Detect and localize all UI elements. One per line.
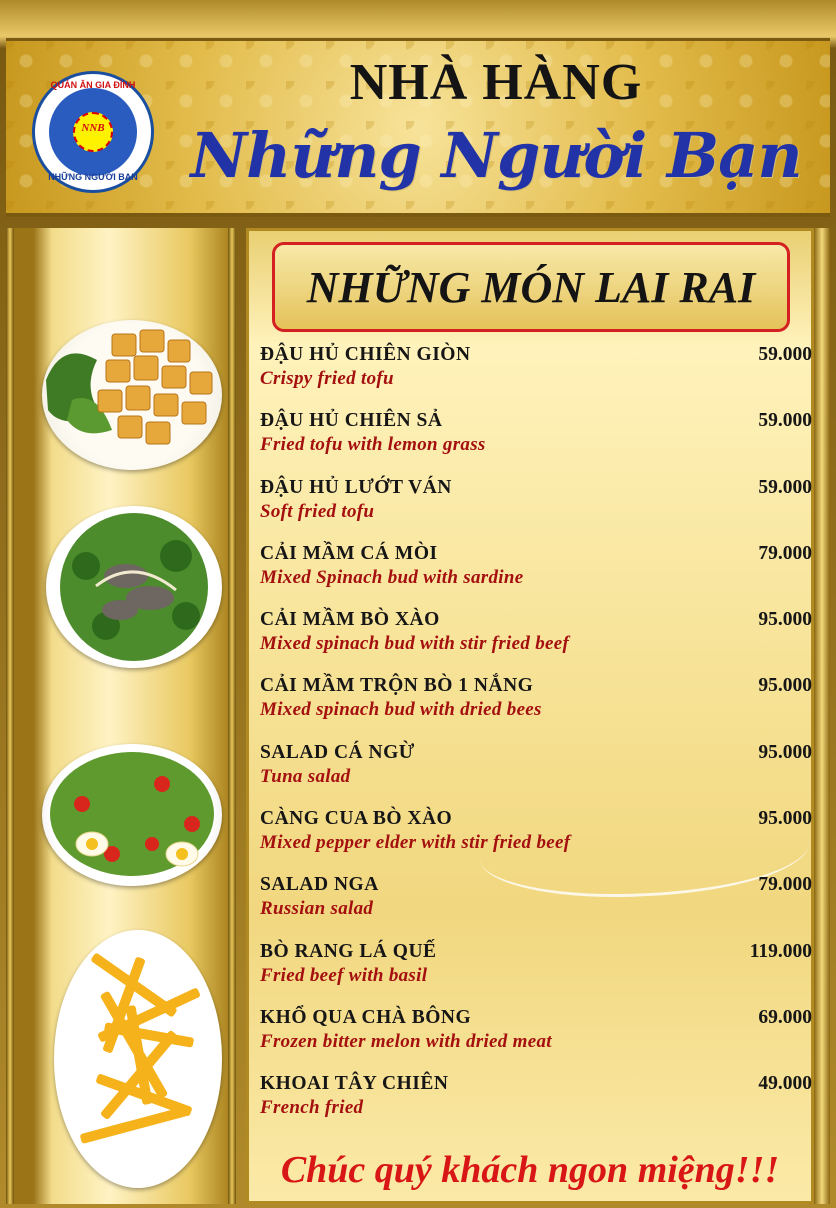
tofu-drawing	[42, 320, 222, 470]
item-price: 59.000	[758, 476, 812, 498]
item-price: 95.000	[758, 741, 812, 763]
item-price: 79.000	[758, 542, 812, 564]
logo-top-text: QUÁN ĂN GIA ĐÌNH	[50, 80, 136, 90]
restaurant-name: Những Người Bạn	[190, 119, 802, 192]
item-name-vn: CẢI MẦM CÁ MÒI	[260, 542, 438, 564]
item-name-en: Fried tofu with lemon grass	[260, 434, 486, 456]
restaurant-logo	[32, 71, 154, 193]
item-name-vn: CẢI MẦM TRỘN BÒ 1 NẮNG	[260, 675, 534, 697]
item-price: 95.000	[758, 808, 812, 830]
item-name-en: Mixed spinach bud with stir fried beef	[260, 633, 570, 655]
item-name-vn: KHOAI TÂY CHIÊN	[260, 1073, 449, 1095]
tofu-plate-image	[42, 320, 222, 470]
logo-center-text: NNB	[81, 122, 105, 134]
item-name-en: Frozen bitter melon with dried meat	[260, 1030, 552, 1052]
item-price: 95.000	[758, 675, 812, 697]
french-fries-image	[54, 930, 222, 1188]
menu-item	[260, 874, 812, 940]
item-price: 119.000	[749, 940, 812, 962]
item-name-vn: KHỔ QUA CHÀ BÔNG	[260, 1006, 472, 1028]
item-price: 79.000	[758, 874, 812, 896]
salad-drawing	[42, 744, 222, 886]
menu-item	[260, 410, 812, 476]
menu-item	[260, 543, 812, 609]
item-price: 95.000	[758, 609, 812, 631]
item-name-vn: SALAD NGA	[260, 874, 379, 896]
logo-bottom-text: NHỮNG NGƯỜI BẠN	[48, 172, 138, 182]
item-price: 59.000	[758, 410, 812, 432]
header-banner	[6, 38, 830, 217]
item-name-en: French fried	[260, 1097, 364, 1119]
item-name-vn: ĐẬU HỦ CHIÊN SẢ	[260, 410, 443, 432]
menu-item	[260, 344, 812, 410]
menu-item	[260, 1007, 812, 1073]
item-name-vn: ĐẬU HỦ LƯỚT VÁN	[260, 476, 452, 498]
spinach-beef-image	[46, 506, 222, 668]
left-col-rail	[228, 228, 236, 1204]
right-rail	[814, 228, 830, 1204]
menu-item	[260, 477, 812, 543]
item-name-vn: CẢI MẦM BÒ XÀO	[260, 609, 440, 631]
footer-greeting: Chúc quý khách ngon miệng!!!	[280, 1149, 780, 1191]
item-name-en: Tuna salad	[260, 765, 351, 787]
item-price: 49.000	[758, 1073, 812, 1095]
item-name-en: Russian salad	[260, 898, 374, 920]
menu-list	[260, 344, 812, 1140]
item-price: 59.000	[758, 344, 812, 365]
menu-item	[260, 609, 812, 675]
item-name-vn: ĐẬU HỦ CHIÊN GIÒN	[260, 344, 471, 365]
item-name-en: Mixed spinach bud with dried bees	[260, 699, 542, 721]
section-title: NHỮNG MÓN LAI RAI	[272, 242, 790, 332]
item-name-en: Crispy fried tofu	[260, 368, 394, 389]
tuna-salad-image	[42, 744, 222, 886]
menu-item	[260, 941, 812, 1007]
spinach-drawing	[46, 506, 222, 668]
menu-item	[260, 742, 812, 808]
item-name-en: Mixed Spinach bud with sardine	[260, 566, 524, 588]
menu-item	[260, 808, 812, 874]
item-name-en: Fried beef with basil	[260, 964, 428, 986]
item-name-en: Soft fried tofu	[260, 500, 375, 522]
menu-item	[260, 1073, 812, 1139]
fry-piece	[80, 1106, 189, 1144]
item-name-vn: CÀNG CUA BÒ XÀO	[260, 808, 453, 830]
header-title: NHÀ HÀNG	[349, 54, 643, 111]
item-name-en: Mixed pepper elder with stir fried beef	[260, 832, 571, 854]
item-name-vn: SALAD CÁ NGỪ	[260, 741, 415, 763]
item-name-vn: BÒ RANG LÁ QUẾ	[260, 940, 437, 962]
left-rail	[6, 228, 14, 1204]
menu-item	[260, 675, 812, 741]
item-price: 69.000	[758, 1006, 812, 1028]
photo-column	[6, 228, 236, 1204]
